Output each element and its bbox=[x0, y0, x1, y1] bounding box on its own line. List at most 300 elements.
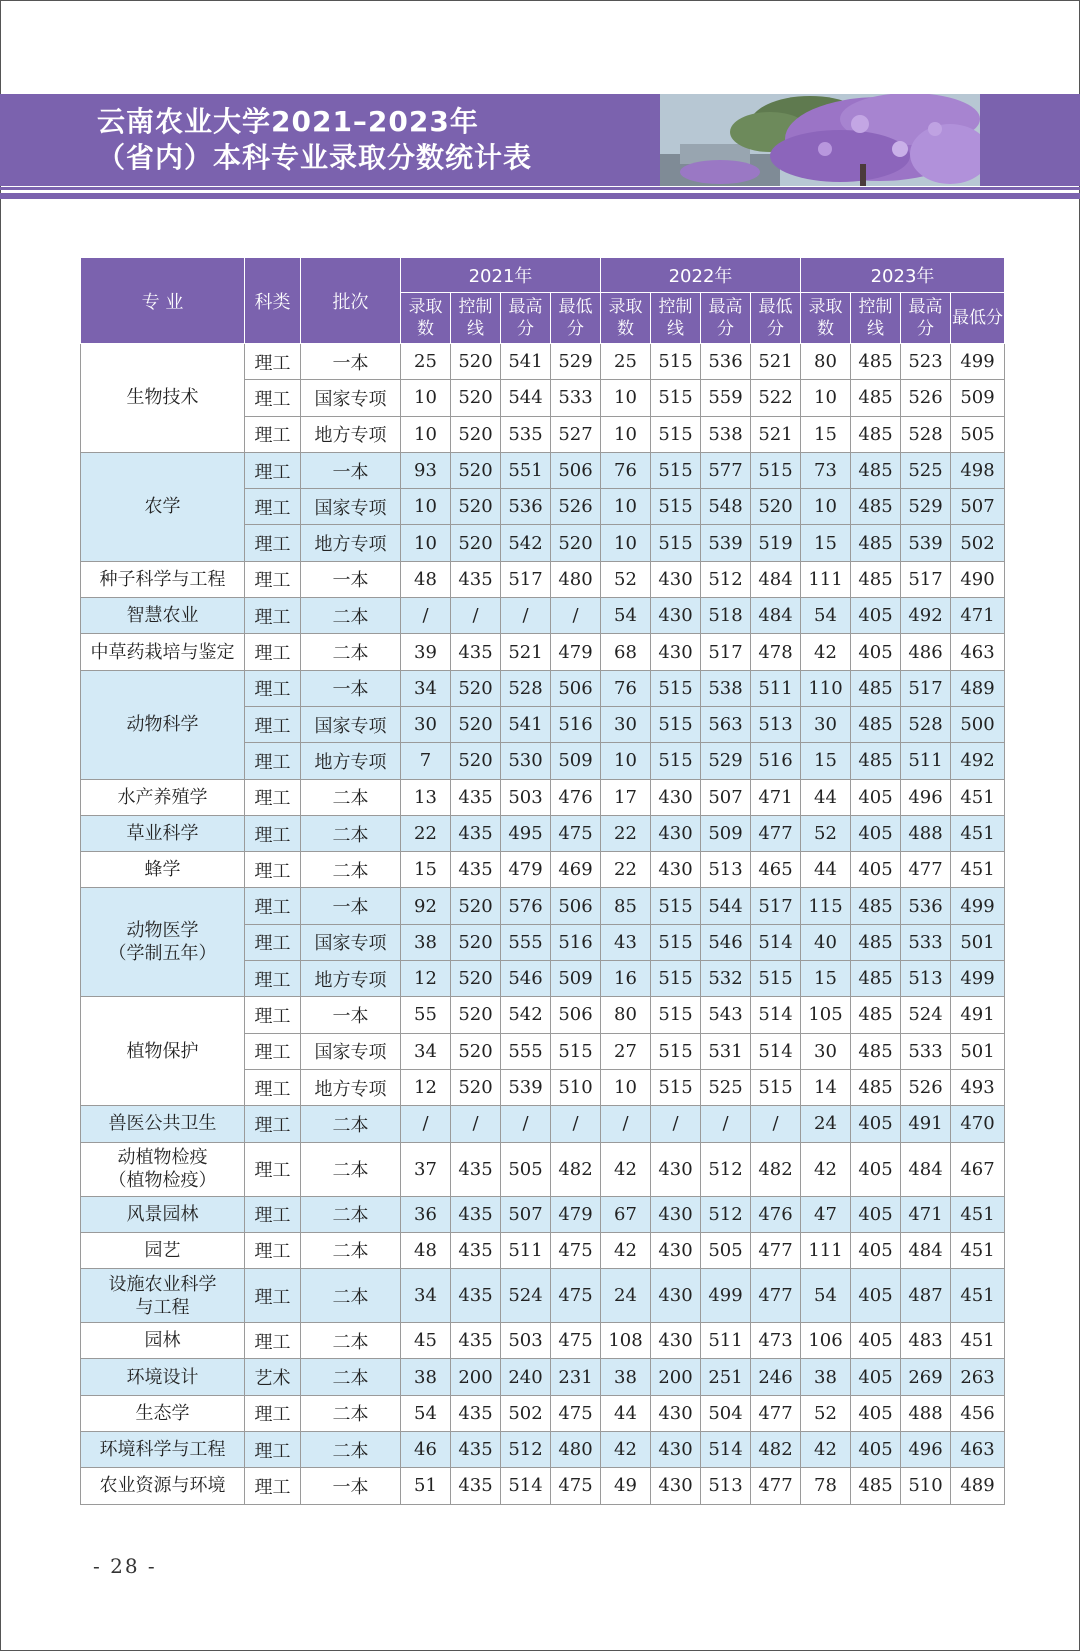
major-cell: 农学 bbox=[81, 452, 245, 561]
score-cell: 515 bbox=[651, 670, 701, 706]
score-cell: 499 bbox=[701, 1269, 751, 1323]
category-cell: 理工 bbox=[245, 634, 301, 670]
category-cell: 理工 bbox=[245, 1269, 301, 1323]
score-cell: 524 bbox=[501, 1269, 551, 1323]
score-cell: 509 bbox=[551, 961, 601, 997]
major-cell: 环境设计 bbox=[81, 1359, 245, 1395]
batch-cell: 二本 bbox=[301, 634, 401, 670]
score-cell: / bbox=[551, 598, 601, 634]
score-cell: 44 bbox=[601, 1395, 651, 1431]
score-cell: 513 bbox=[901, 961, 951, 997]
score-cell: 480 bbox=[551, 1432, 601, 1468]
score-cell: 435 bbox=[451, 634, 501, 670]
batch-cell: 地方专项 bbox=[301, 743, 401, 779]
header-banner bbox=[0, 94, 1080, 186]
category-cell: 理工 bbox=[245, 961, 301, 997]
score-cell: 451 bbox=[951, 1323, 1005, 1359]
score-cell: 512 bbox=[701, 561, 751, 597]
score-cell: 200 bbox=[451, 1359, 501, 1395]
banner-divider-thick bbox=[0, 193, 1080, 199]
score-cell: 485 bbox=[851, 670, 901, 706]
score-cell: / bbox=[451, 598, 501, 634]
score-cell: 477 bbox=[901, 852, 951, 888]
score-cell: 10 bbox=[601, 489, 651, 525]
score-cell: 15 bbox=[801, 743, 851, 779]
score-cell: 485 bbox=[851, 452, 901, 488]
score-cell: 435 bbox=[451, 1395, 501, 1431]
score-cell: 489 bbox=[951, 1468, 1005, 1504]
jacaranda-tree-illustration bbox=[660, 94, 980, 186]
score-cell: 484 bbox=[901, 1232, 951, 1268]
score-cell: 520 bbox=[451, 416, 501, 452]
score-cell: 473 bbox=[751, 1323, 801, 1359]
score-cell: 40 bbox=[801, 924, 851, 960]
score-cell: 520 bbox=[451, 670, 501, 706]
table-row bbox=[81, 1359, 1005, 1395]
score-cell: 476 bbox=[551, 779, 601, 815]
score-cell: 531 bbox=[701, 1033, 751, 1069]
score-cell: 515 bbox=[651, 380, 701, 416]
score-cell: 430 bbox=[651, 598, 701, 634]
score-cell: 485 bbox=[851, 743, 901, 779]
score-cell: 47 bbox=[801, 1196, 851, 1232]
subheader-cell: 最低分 bbox=[551, 293, 601, 344]
score-cell: 523 bbox=[901, 344, 951, 380]
score-cell: 505 bbox=[501, 1142, 551, 1196]
score-cell: 430 bbox=[651, 1232, 701, 1268]
score-cell: 12 bbox=[401, 1069, 451, 1105]
score-cell: 520 bbox=[451, 888, 501, 924]
score-cell: 516 bbox=[751, 743, 801, 779]
batch-cell: 二本 bbox=[301, 1395, 401, 1431]
score-cell: 478 bbox=[751, 634, 801, 670]
major-cell: 兽医公共卫生 bbox=[81, 1106, 245, 1142]
score-cell: 430 bbox=[651, 815, 701, 851]
score-cell: 479 bbox=[551, 1196, 601, 1232]
score-cell: 515 bbox=[651, 525, 701, 561]
subheader-cell: 录取数 bbox=[801, 293, 851, 344]
score-cell: 517 bbox=[901, 561, 951, 597]
score-cell: 505 bbox=[951, 416, 1005, 452]
score-cell: 515 bbox=[651, 743, 701, 779]
score-cell: 519 bbox=[751, 525, 801, 561]
page-title-line1: 云南农业大学2021–2023年 bbox=[97, 105, 479, 138]
table-row bbox=[81, 1106, 1005, 1142]
score-cell: 551 bbox=[501, 452, 551, 488]
score-cell: 495 bbox=[501, 815, 551, 851]
score-cell: 42 bbox=[601, 1432, 651, 1468]
score-cell: 15 bbox=[401, 852, 451, 888]
score-cell: 44 bbox=[801, 779, 851, 815]
score-cell: 538 bbox=[701, 670, 751, 706]
score-cell: 430 bbox=[651, 1269, 701, 1323]
score-cell: 430 bbox=[651, 634, 701, 670]
major-cell: 中草药栽培与鉴定 bbox=[81, 634, 245, 670]
score-cell: / bbox=[451, 1106, 501, 1142]
score-cell: 517 bbox=[901, 670, 951, 706]
score-cell: 471 bbox=[901, 1196, 951, 1232]
score-cell: 10 bbox=[601, 525, 651, 561]
score-cell: 479 bbox=[551, 634, 601, 670]
score-cell: 246 bbox=[751, 1359, 801, 1395]
score-cell: 405 bbox=[851, 1359, 901, 1395]
score-cell: 485 bbox=[851, 1468, 901, 1504]
score-cell: 405 bbox=[851, 1269, 901, 1323]
score-cell: 475 bbox=[551, 1323, 601, 1359]
batch-cell: 一本 bbox=[301, 344, 401, 380]
score-cell: 526 bbox=[551, 489, 601, 525]
score-cell: 513 bbox=[751, 706, 801, 742]
major-cell: 风景园林 bbox=[81, 1196, 245, 1232]
batch-cell: 二本 bbox=[301, 1196, 401, 1232]
score-cell: 527 bbox=[551, 416, 601, 452]
batch-cell: 二本 bbox=[301, 1323, 401, 1359]
score-cell: 22 bbox=[601, 852, 651, 888]
score-cell: 479 bbox=[501, 852, 551, 888]
score-cell: 475 bbox=[551, 1468, 601, 1504]
score-cell: 430 bbox=[651, 1395, 701, 1431]
score-cell: 477 bbox=[751, 1395, 801, 1431]
score-cell: / bbox=[751, 1106, 801, 1142]
score-cell: 42 bbox=[601, 1142, 651, 1196]
score-cell: 30 bbox=[401, 706, 451, 742]
score-cell: 485 bbox=[851, 888, 901, 924]
category-cell: 理工 bbox=[245, 344, 301, 380]
score-cell: 480 bbox=[551, 561, 601, 597]
batch-cell: 二本 bbox=[301, 1142, 401, 1196]
subheader-cell: 最低分 bbox=[751, 293, 801, 344]
major-cell: 生态学 bbox=[81, 1395, 245, 1431]
score-cell: 532 bbox=[701, 961, 751, 997]
category-cell: 理工 bbox=[245, 743, 301, 779]
batch-cell: 二本 bbox=[301, 1269, 401, 1323]
category-cell: 理工 bbox=[245, 670, 301, 706]
table-row bbox=[81, 815, 1005, 851]
score-cell: 475 bbox=[551, 1395, 601, 1431]
score-cell: 482 bbox=[551, 1142, 601, 1196]
score-cell: 515 bbox=[651, 1069, 701, 1105]
score-cell: 510 bbox=[551, 1069, 601, 1105]
score-cell: 108 bbox=[601, 1323, 651, 1359]
score-cell: 54 bbox=[801, 1269, 851, 1323]
score-cell: 509 bbox=[951, 380, 1005, 416]
score-cell: 577 bbox=[701, 452, 751, 488]
score-cell: 505 bbox=[701, 1232, 751, 1268]
score-cell: 515 bbox=[651, 961, 701, 997]
score-cell: 263 bbox=[951, 1359, 1005, 1395]
score-cell: 10 bbox=[601, 1069, 651, 1105]
batch-cell: 国家专项 bbox=[301, 706, 401, 742]
score-cell: 511 bbox=[901, 743, 951, 779]
score-cell: 506 bbox=[551, 452, 601, 488]
score-cell: 506 bbox=[551, 888, 601, 924]
admission-score-table bbox=[80, 257, 1005, 1505]
subheader-cell: 最高分 bbox=[901, 293, 951, 344]
score-cell: 517 bbox=[701, 634, 751, 670]
batch-cell: 二本 bbox=[301, 779, 401, 815]
table-row bbox=[81, 344, 1005, 380]
score-cell: 514 bbox=[501, 1468, 551, 1504]
score-cell: 484 bbox=[901, 1142, 951, 1196]
category-cell: 理工 bbox=[245, 380, 301, 416]
score-cell: 520 bbox=[451, 344, 501, 380]
score-cell: 430 bbox=[651, 1323, 701, 1359]
score-cell: 544 bbox=[701, 888, 751, 924]
score-cell: 405 bbox=[851, 815, 901, 851]
score-cell: 536 bbox=[901, 888, 951, 924]
category-cell: 理工 bbox=[245, 489, 301, 525]
score-cell: 24 bbox=[801, 1106, 851, 1142]
score-cell: 485 bbox=[851, 961, 901, 997]
score-cell: 405 bbox=[851, 598, 901, 634]
table-row bbox=[81, 1432, 1005, 1468]
score-cell: 42 bbox=[801, 634, 851, 670]
score-cell: 515 bbox=[751, 1069, 801, 1105]
score-cell: 517 bbox=[501, 561, 551, 597]
score-cell: 528 bbox=[901, 416, 951, 452]
score-cell: 520 bbox=[451, 997, 501, 1033]
score-cell: 405 bbox=[851, 1142, 901, 1196]
score-cell: 542 bbox=[501, 525, 551, 561]
score-cell: 34 bbox=[401, 1269, 451, 1323]
batch-cell: 地方专项 bbox=[301, 416, 401, 452]
score-cell: 405 bbox=[851, 1432, 901, 1468]
score-cell: 526 bbox=[901, 380, 951, 416]
score-cell: 435 bbox=[451, 852, 501, 888]
table-row bbox=[81, 452, 1005, 488]
score-cell: 52 bbox=[801, 1395, 851, 1431]
category-cell: 理工 bbox=[245, 1069, 301, 1105]
score-cell: 78 bbox=[801, 1468, 851, 1504]
score-cell: 405 bbox=[851, 1106, 901, 1142]
score-cell: 520 bbox=[451, 1069, 501, 1105]
score-cell: 501 bbox=[951, 924, 1005, 960]
score-cell: 520 bbox=[451, 1033, 501, 1069]
score-cell: 563 bbox=[701, 706, 751, 742]
score-cell: 54 bbox=[601, 598, 651, 634]
score-cell: 10 bbox=[401, 525, 451, 561]
score-cell: 513 bbox=[701, 1468, 751, 1504]
score-cell: 515 bbox=[551, 1033, 601, 1069]
score-cell: 10 bbox=[801, 380, 851, 416]
score-cell: 520 bbox=[451, 706, 501, 742]
table-row bbox=[81, 1232, 1005, 1268]
score-cell: 485 bbox=[851, 344, 901, 380]
major-cell: 植物保护 bbox=[81, 997, 245, 1106]
score-cell: 38 bbox=[801, 1359, 851, 1395]
score-cell: 507 bbox=[501, 1196, 551, 1232]
score-cell: 231 bbox=[551, 1359, 601, 1395]
score-cell: 506 bbox=[551, 997, 601, 1033]
score-cell: 435 bbox=[451, 1232, 501, 1268]
score-cell: 485 bbox=[851, 924, 901, 960]
header-year-2021: 2021年 bbox=[401, 258, 601, 293]
category-cell: 艺术 bbox=[245, 1359, 301, 1395]
header-batch: 批次 bbox=[301, 258, 401, 344]
score-cell: 502 bbox=[501, 1395, 551, 1431]
header-year-2023: 2023年 bbox=[801, 258, 1005, 293]
score-cell: 499 bbox=[951, 961, 1005, 997]
score-cell: / bbox=[501, 1106, 551, 1142]
category-cell: 理工 bbox=[245, 852, 301, 888]
table-row bbox=[81, 1269, 1005, 1323]
score-cell: 513 bbox=[701, 852, 751, 888]
table-row bbox=[81, 1196, 1005, 1232]
score-cell: 430 bbox=[651, 1432, 701, 1468]
score-cell: 451 bbox=[951, 1196, 1005, 1232]
header-category: 科类 bbox=[245, 258, 301, 344]
score-cell: 463 bbox=[951, 1432, 1005, 1468]
subheader-cell: 最低分 bbox=[951, 293, 1005, 344]
score-cell: 524 bbox=[901, 997, 951, 1033]
score-cell: 535 bbox=[501, 416, 551, 452]
score-cell: 510 bbox=[901, 1468, 951, 1504]
score-cell: 546 bbox=[701, 924, 751, 960]
score-cell: 539 bbox=[701, 525, 751, 561]
score-cell: 54 bbox=[801, 598, 851, 634]
score-cell: 110 bbox=[801, 670, 851, 706]
batch-cell: 一本 bbox=[301, 888, 401, 924]
table-row bbox=[81, 634, 1005, 670]
score-cell: 482 bbox=[751, 1432, 801, 1468]
score-cell: 251 bbox=[701, 1359, 751, 1395]
category-cell: 理工 bbox=[245, 1142, 301, 1196]
score-cell: 48 bbox=[401, 1232, 451, 1268]
score-cell: 529 bbox=[701, 743, 751, 779]
score-cell: 525 bbox=[701, 1069, 751, 1105]
score-cell: 515 bbox=[651, 489, 701, 525]
score-cell: 520 bbox=[451, 743, 501, 779]
score-cell: 485 bbox=[851, 997, 901, 1033]
score-cell: 521 bbox=[751, 416, 801, 452]
major-cell: 设施农业科学 与工程 bbox=[81, 1269, 245, 1323]
score-cell: 435 bbox=[451, 1196, 501, 1232]
score-cell: 514 bbox=[751, 1033, 801, 1069]
score-cell: 14 bbox=[801, 1069, 851, 1105]
score-cell: 514 bbox=[751, 924, 801, 960]
score-cell: 492 bbox=[951, 743, 1005, 779]
score-cell: 476 bbox=[751, 1196, 801, 1232]
score-cell: 435 bbox=[451, 1323, 501, 1359]
score-cell: 10 bbox=[601, 380, 651, 416]
batch-cell: 二本 bbox=[301, 815, 401, 851]
score-cell: 477 bbox=[751, 1468, 801, 1504]
batch-cell: 国家专项 bbox=[301, 380, 401, 416]
score-cell: / bbox=[401, 598, 451, 634]
score-cell: 67 bbox=[601, 1196, 651, 1232]
table-row bbox=[81, 888, 1005, 924]
score-cell: 54 bbox=[401, 1395, 451, 1431]
score-cell: 10 bbox=[801, 489, 851, 525]
category-cell: 理工 bbox=[245, 1106, 301, 1142]
subheader-cell: 控制线 bbox=[851, 293, 901, 344]
category-cell: 理工 bbox=[245, 815, 301, 851]
category-cell: 理工 bbox=[245, 1033, 301, 1069]
score-cell: 521 bbox=[501, 634, 551, 670]
score-cell: 555 bbox=[501, 1033, 551, 1069]
score-cell: 528 bbox=[501, 670, 551, 706]
score-cell: 484 bbox=[751, 561, 801, 597]
score-cell: 200 bbox=[651, 1359, 701, 1395]
score-cell: 543 bbox=[701, 997, 751, 1033]
score-cell: 499 bbox=[951, 888, 1005, 924]
score-cell: 536 bbox=[501, 489, 551, 525]
score-cell: 52 bbox=[801, 815, 851, 851]
score-cell: 555 bbox=[501, 924, 551, 960]
score-cell: 520 bbox=[751, 489, 801, 525]
score-cell: 46 bbox=[401, 1432, 451, 1468]
category-cell: 理工 bbox=[245, 706, 301, 742]
batch-cell: 国家专项 bbox=[301, 924, 401, 960]
score-cell: 514 bbox=[701, 1432, 751, 1468]
score-cell: / bbox=[651, 1106, 701, 1142]
score-cell: 475 bbox=[551, 1269, 601, 1323]
score-cell: / bbox=[551, 1106, 601, 1142]
major-cell: 农业资源与环境 bbox=[81, 1468, 245, 1504]
score-cell: 435 bbox=[451, 1142, 501, 1196]
score-cell: 44 bbox=[801, 852, 851, 888]
score-cell: 485 bbox=[851, 706, 901, 742]
table-row bbox=[81, 779, 1005, 815]
score-cell: 516 bbox=[551, 924, 601, 960]
category-cell: 理工 bbox=[245, 416, 301, 452]
table-body bbox=[81, 344, 1005, 1505]
subheader-cell: 最高分 bbox=[701, 293, 751, 344]
score-cell: 491 bbox=[951, 997, 1005, 1033]
score-cell: 111 bbox=[801, 1232, 851, 1268]
category-cell: 理工 bbox=[245, 1395, 301, 1431]
score-cell: / bbox=[701, 1106, 751, 1142]
score-cell: 509 bbox=[701, 815, 751, 851]
score-cell: 520 bbox=[451, 380, 501, 416]
score-cell: 76 bbox=[601, 452, 651, 488]
page-title-line2: （省内）本科专业录取分数统计表 bbox=[97, 141, 533, 174]
score-cell: 533 bbox=[901, 1033, 951, 1069]
score-cell: 475 bbox=[551, 815, 601, 851]
score-cell: 451 bbox=[951, 1269, 1005, 1323]
score-cell: 30 bbox=[801, 1033, 851, 1069]
batch-cell: 二本 bbox=[301, 1106, 401, 1142]
score-cell: 85 bbox=[601, 888, 651, 924]
score-cell: / bbox=[601, 1106, 651, 1142]
category-cell: 理工 bbox=[245, 1196, 301, 1232]
score-cell: 525 bbox=[901, 452, 951, 488]
score-cell: 521 bbox=[751, 344, 801, 380]
score-cell: 7 bbox=[401, 743, 451, 779]
score-cell: 515 bbox=[651, 888, 701, 924]
score-cell: 435 bbox=[451, 1468, 501, 1504]
score-cell: 500 bbox=[951, 706, 1005, 742]
score-cell: 471 bbox=[951, 598, 1005, 634]
batch-cell: 地方专项 bbox=[301, 1069, 401, 1105]
score-cell: 42 bbox=[801, 1142, 851, 1196]
score-cell: 405 bbox=[851, 779, 901, 815]
table-row bbox=[81, 598, 1005, 634]
score-cell: 485 bbox=[851, 489, 901, 525]
score-cell: 52 bbox=[601, 561, 651, 597]
table-row bbox=[81, 1395, 1005, 1431]
batch-cell: 一本 bbox=[301, 1468, 401, 1504]
score-cell: 533 bbox=[551, 380, 601, 416]
category-cell: 理工 bbox=[245, 1232, 301, 1268]
score-cell: 499 bbox=[951, 344, 1005, 380]
score-cell: 483 bbox=[901, 1323, 951, 1359]
score-cell: 405 bbox=[851, 1196, 901, 1232]
score-cell: 546 bbox=[501, 961, 551, 997]
major-cell: 园艺 bbox=[81, 1232, 245, 1268]
score-cell: 493 bbox=[951, 1069, 1005, 1105]
score-cell: 477 bbox=[751, 1232, 801, 1268]
